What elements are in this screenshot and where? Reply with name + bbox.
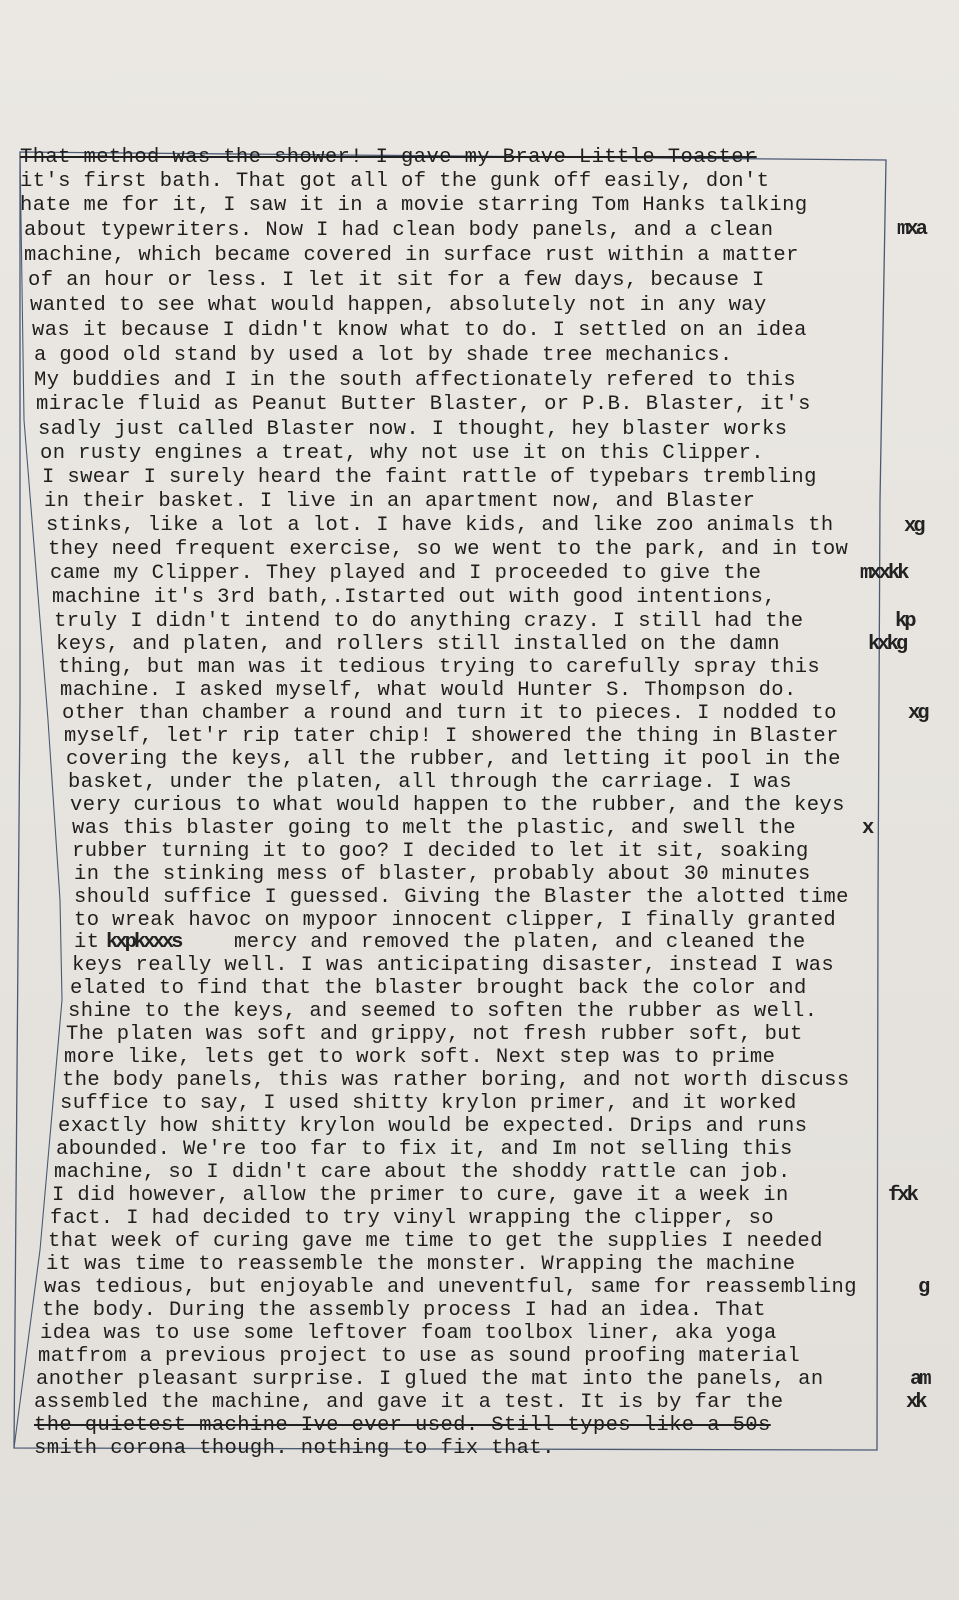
typed-line: of an hour or less. I let it sit for a few days, because I: [28, 269, 765, 292]
typed-line: machine, which became covered in surface rust within a matter: [24, 244, 799, 267]
typed-line: keys really well. I was anticipating disaster, instead I was: [72, 954, 835, 977]
typed-line: they need frequent exercise, so we went to the park, and in tow: [48, 538, 849, 561]
typed-line: rubber turning it to goo? I decided to let it sit, soaking: [72, 840, 809, 863]
typed-line: on rusty engines a treat, why not use it on this Clipper.: [40, 442, 765, 465]
overstrike-mark: kp: [895, 610, 914, 633]
typed-line: smith corona though. nothing to fix that.: [34, 1437, 555, 1460]
typed-line: covering the keys, all the rubber, and letting it pool in the: [66, 748, 841, 771]
typed-line: My buddies and I in the south affectionately refered to this: [34, 369, 797, 392]
overstrike-mark: mxa: [897, 218, 925, 241]
overstrike-mark: x: [862, 817, 872, 840]
typed-line-struck: That method was the shower! I gave my Brave Little Toaster: [20, 146, 757, 169]
typed-line: suffice to say, I used shitty krylon primer, and it worked: [60, 1092, 797, 1115]
typed-line: shine to the keys, and seemed to soften the rubber as well.: [68, 1000, 818, 1023]
typed-line: hate me for it, I saw it in a movie starring Tom Hanks talking: [20, 194, 808, 217]
overstrike-mark: am: [910, 1368, 929, 1391]
typed-line: very curious to what would happen to the rubber, and the keys: [70, 794, 845, 817]
overstrike-mark: kxpkxxxs: [106, 931, 181, 954]
typed-line: the body panels, this was rather boring, and not worth discuss: [62, 1069, 850, 1092]
typed-line: that week of curing gave me time to get the supplies I needed: [48, 1230, 823, 1253]
typed-line: the body. During the assembly process I had an idea. That: [42, 1299, 767, 1322]
overstrike-mark: xg: [908, 702, 927, 725]
typed-line: abounded. We're too far to fix it, and Im not selling this: [56, 1138, 793, 1161]
typed-line: basket, under the platen, all through the carriage. I was: [68, 771, 793, 794]
typed-line: idea was to use some leftover foam toolbox liner, aka yoga: [40, 1322, 777, 1345]
typed-line: machine it's 3rd bath,.Istarted out with good intentions,: [52, 586, 777, 609]
typed-line: I swear I surely heard the faint rattle of typebars trembling: [42, 466, 817, 489]
overstrike-mark: xg: [904, 515, 923, 538]
typed-line: another pleasant surprise. I glued the mat into the panels, an: [36, 1368, 824, 1391]
typed-line: fact. I had decided to try vinyl wrapping the clipper, so: [50, 1207, 775, 1230]
typed-line: machine, so I didn't care about the shoddy rattle can job.: [54, 1161, 791, 1184]
typed-line: to wreak havoc on mypoor innocent clipper, I finally granted: [74, 909, 837, 932]
typed-line: should suffice I guessed. Giving the Blaster the alotted time: [74, 886, 849, 909]
typed-line: was tedious, but enjoyable and uneventful, same for reassembling: [44, 1276, 857, 1299]
typed-line: came my Clipper. They played and I proceeded to give the: [50, 562, 762, 585]
typed-line: about typewriters. Now I had clean body panels, and a clean: [24, 219, 774, 242]
typed-line: was it because I didn't know what to do. I settled on an idea: [32, 319, 807, 342]
overstrike-mark: g: [918, 1276, 928, 1299]
typed-line-struck: the quietest machine Ive ever used. Still types like a 50s: [34, 1414, 771, 1437]
overstrike-mark: kxkg: [868, 633, 906, 656]
typed-line: The platen was soft and grippy, not fresh rubber soft, but: [66, 1023, 803, 1046]
typed-line: was this blaster going to melt the plastic, and swell the: [72, 817, 797, 840]
typed-line: truly I didn't intend to do anything crazy. I still had the: [54, 610, 804, 633]
typed-line: it's first bath. That got all of the gunk off easily, don't: [20, 170, 770, 193]
typed-line: assembled the machine, and gave it a test. It is by far the: [34, 1391, 784, 1414]
typed-line: sadly just called Blaster now. I thought, hey blaster works: [38, 418, 788, 441]
typed-line: thing, but man was it tedious trying to carefully spray this: [58, 656, 821, 679]
overstrike-mark: fxk: [888, 1184, 916, 1207]
typed-line: elated to find that the blaster brought back the color and: [70, 977, 807, 1000]
typed-line: it: [74, 931, 100, 954]
typed-line: in the stinking mess of blaster, probably about 30 minutes: [74, 863, 811, 886]
overstrike-mark: mxxkk: [860, 562, 907, 585]
overstrike-mark: xk: [906, 1391, 925, 1414]
typed-line: exactly how shitty krylon would be expected. Drips and runs: [58, 1115, 808, 1138]
typed-line: machine. I asked myself, what would Hunter S. Thompson do.: [60, 679, 797, 702]
typed-line: stinks, like a lot a lot. I have kids, and like zoo animals th: [46, 514, 834, 537]
typed-line: in their basket. I live in an apartment now, and Blaster: [44, 490, 756, 513]
typed-line: matfrom a previous project to use as sound proofing material: [38, 1345, 801, 1368]
typed-line: I did however, allow the primer to cure, gave it a week in: [52, 1184, 789, 1207]
typed-line: a good old stand by used a lot by shade tree mechanics.: [34, 344, 733, 367]
typed-line: myself, let'r rip tater chip! I showered the thing in Blaster: [64, 725, 839, 748]
typed-line: keys, and platen, and rollers still installed on the damn: [56, 633, 781, 656]
typed-line: it was time to reassemble the monster. Wrapping the machine: [46, 1253, 796, 1276]
typed-line: wanted to see what would happen, absolutely not in any way: [30, 294, 767, 317]
typed-line: miracle fluid as Peanut Butter Blaster, or P.B. Blaster, it's: [36, 393, 811, 416]
typed-line: more like, lets get to work soft. Next step was to prime: [64, 1046, 776, 1069]
typed-line: other than chamber a round and turn it to pieces. I nodded to: [62, 702, 837, 725]
typed-line: mercy and removed the platen, and cleaned the: [234, 931, 806, 954]
